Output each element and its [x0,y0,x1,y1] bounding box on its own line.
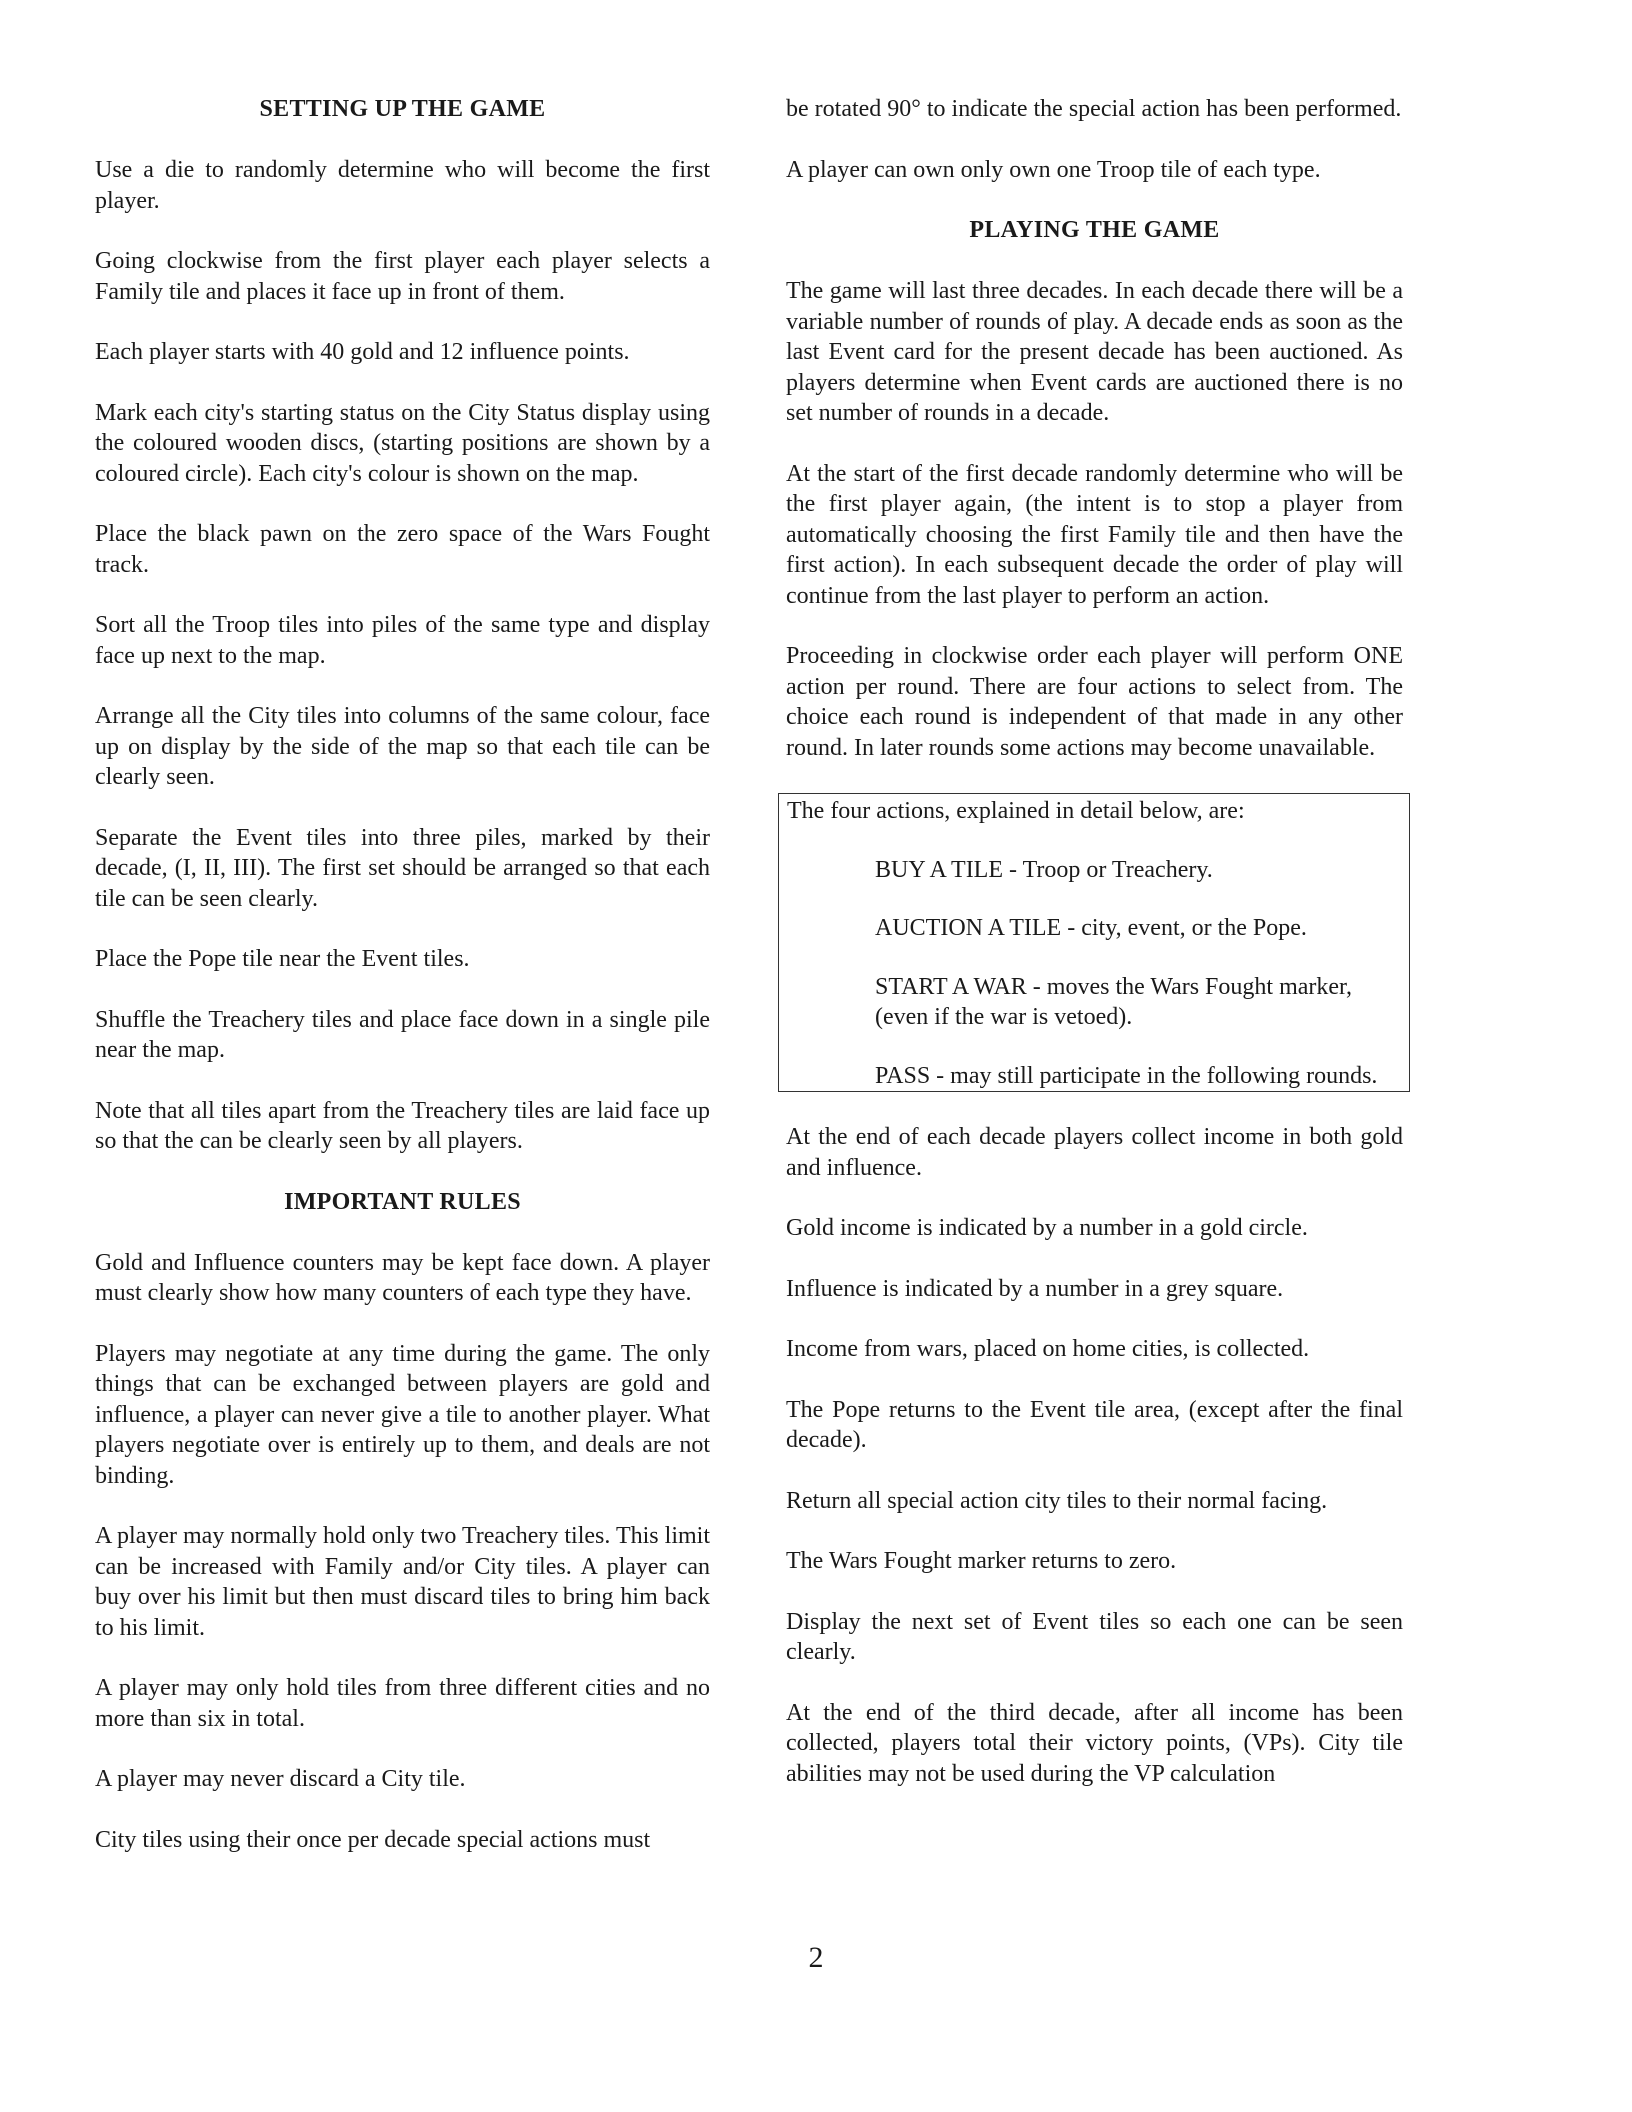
paragraph: Influence is indicated by a number in a grey square. [786,1275,1284,1302]
paragraph: Players may negotiate at any time during the game. The only things that can be exchanged between players are gold and influence, a player can never give a tile to another player. What players negotiate over is entirely up to them, and deals are not binding. [95,1340,710,1489]
paragraph: Use a die to randomly determine who will become the first player. [95,157,710,214]
paragraph: Income from wars, placed on home cities, is collected. [786,1336,1310,1362]
action-item: START A WAR - moves the Wars Fought marker, (even if the war is vetoed). [875,973,1353,1030]
paragraph: Going clockwise from the first player each player selects a Family tile and places it face up in front of them. [95,248,710,305]
heading-playing-the-game: PLAYING THE GAME [969,217,1220,243]
right-column [786,94,1403,1789]
heading-setting-up: SETTING UP THE GAME [259,96,546,122]
paragraph: A player may only hold tiles from three different cities and no more than six in total. [95,1675,710,1732]
paragraph: be rotated 90° to indicate the special action has been performed. [786,96,1402,122]
left-column [95,94,710,1855]
paragraph: Mark each city's starting status on the City Status display using the coloured wooden discs, (starting positions are shown by a coloured circle). Each city's colour is shown on the map. [95,399,710,487]
paragraph: Note that all tiles apart from the Treachery tiles are laid face up so that the can be clearly seen by all players. [95,1097,710,1154]
paragraph: At the end of each decade players collect income in both gold and influence. [786,1124,1403,1181]
heading-important-rules: IMPORTANT RULES [284,1188,521,1215]
paragraph: Return all special action city tiles to their normal facing. [786,1487,1328,1514]
paragraph: A player can own only own one Troop tile of each type. [786,156,1321,183]
actions-intro: The four actions, explained in detail below, are: [787,798,1245,824]
paragraph: The Pope returns to the Event tile area, (except after the final decade). [786,1396,1403,1453]
paragraph: Each player starts with 40 gold and 12 influence points. [95,339,630,365]
paragraph: Sort all the Troop tiles into piles of the same type and display face up next to the map. [95,612,710,669]
action-item: PASS - may still participate in the following rounds. [875,1062,1378,1089]
paragraph: Display the next set of Event tiles so each one can be seen clearly. [786,1608,1403,1665]
paragraph: At the end of the third decade, after all income has been collected, players total their victory points, (VPs). City tile abilities may not be used during the VP calculation [786,1699,1403,1787]
paragraph: A player may never discard a City tile. [95,1766,466,1792]
paragraph: Gold and Influence counters may be kept face down. A player must clearly show how many counters of each type they have. [95,1249,710,1306]
paragraph: Gold income is indicated by a number in a gold circle. [786,1215,1308,1241]
paragraph: Arrange all the City tiles into columns of the same colour, face up on display by the side of the map so that each tile can be clearly seen. [95,703,710,790]
paragraph: A player may normally hold only two Treachery tiles. This limit can be increased with Family and/or City tiles. A player can buy over his limit but then must discard tiles to bring him back to his limit. [95,1523,710,1641]
paragraph: Shuffle the Treachery tiles and place face down in a single pile near the map. [95,1006,710,1063]
paragraph: City tiles using their once per decade special actions must [95,1826,651,1853]
action-item: AUCTION A TILE - city, event, or the Pope. [875,915,1307,941]
page-number: 2 [808,1941,824,1974]
paragraph: Place the black pawn on the zero space of the Wars Fought track. [95,521,710,578]
paragraph: Place the Pope tile near the Event tiles. [95,946,470,972]
action-item: BUY A TILE - Troop or Treachery. [875,856,1213,883]
paragraph: The Wars Fought marker returns to zero. [786,1548,1177,1574]
paragraph: Separate the Event tiles into three piles, marked by their decade, (I, II, III). The first set should be arranged so that each tile can be seen clearly. [95,824,710,912]
paragraph: At the start of the first decade randomly determine who will be the first player again, (the intent is to stop a player from automatically choosing the first Family tile and then have the first action). In each subsequent decade the order of play will continue from the last player to perform an action. [786,460,1403,609]
paragraph: Proceeding in clockwise order each player will perform ONE action per round. There are four actions to select from. The choice each round is independent of that made in any other round. In later rounds some actions may become unavailable. [786,643,1403,761]
actions-box [778,793,1410,1092]
paragraph: The game will last three decades. In each decade there will be a variable number of rounds of play. A decade ends as soon as the last Event card for the present decade has been auctioned. As players determine when Event cards are auctioned there is no set number of rounds in a decade. [786,278,1403,426]
